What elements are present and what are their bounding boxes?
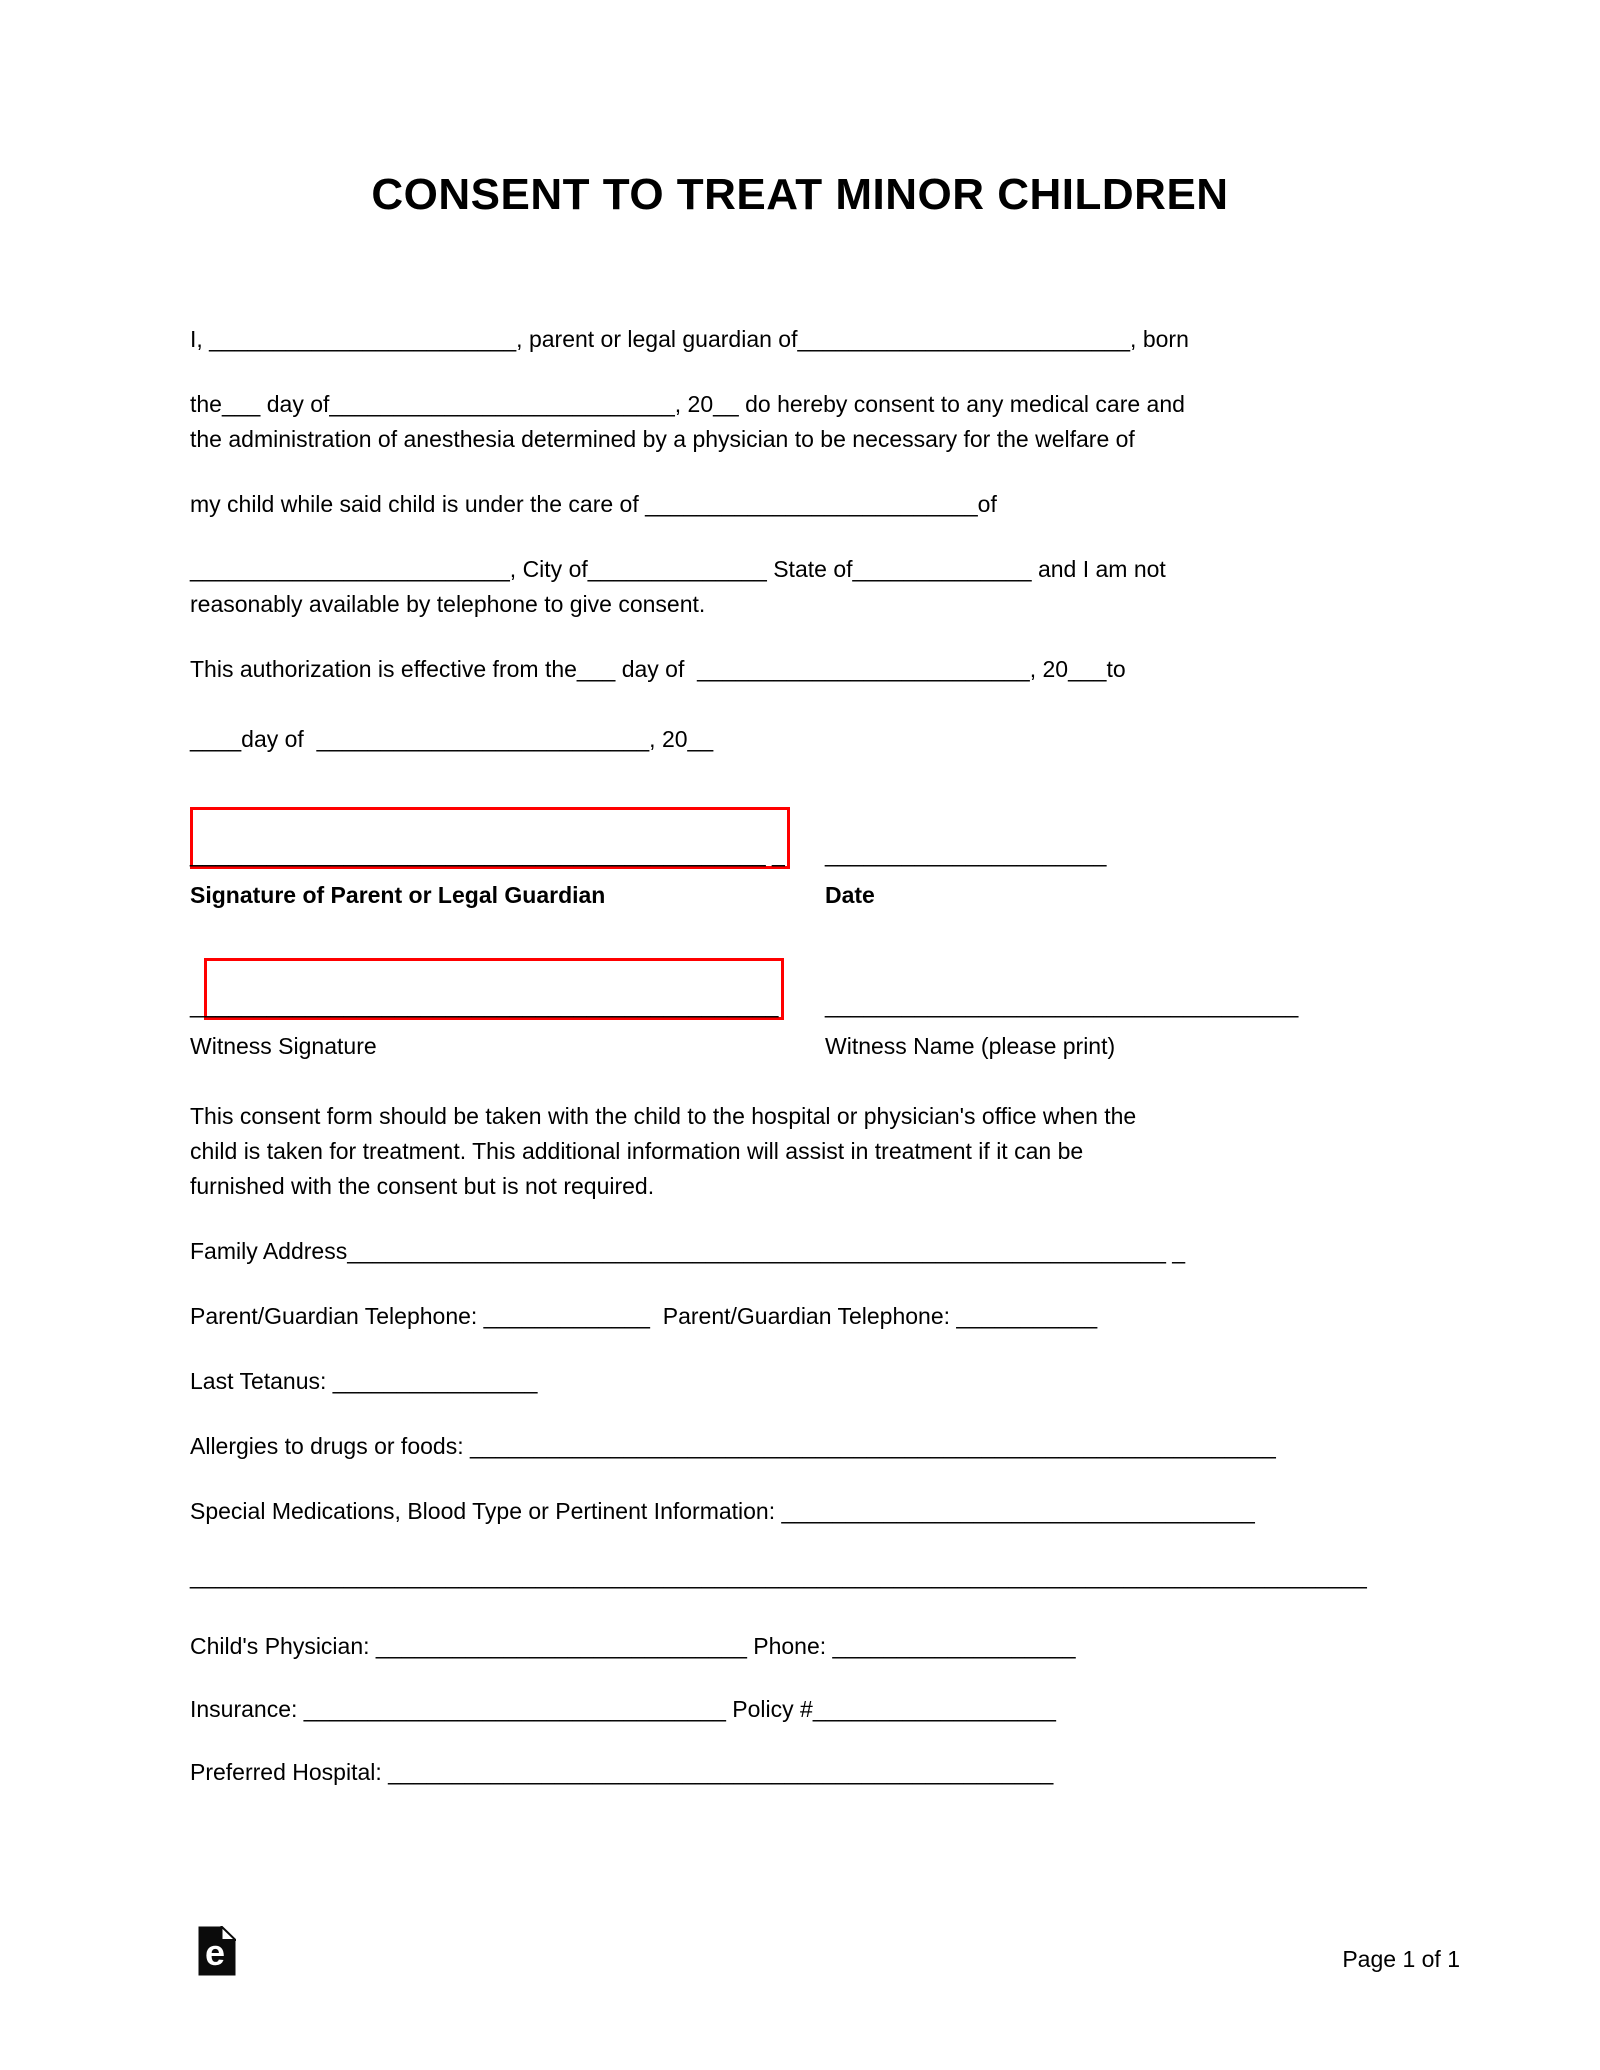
witness-name-label: Witness Name (please print) bbox=[825, 1033, 1116, 1059]
witness-signature-block bbox=[190, 958, 1410, 1064]
info-note-line-2: child is taken for treatment. This additional information will assist in treatment if it can be bbox=[190, 1138, 1084, 1164]
witness-name-column bbox=[825, 958, 1410, 1064]
date-label: Date bbox=[825, 882, 875, 908]
eforms-logo bbox=[198, 1926, 236, 1976]
form-content bbox=[190, 0, 1410, 1790]
witness-signature-line: ______________________________________________ bbox=[190, 992, 779, 1018]
special-medications-field: Special Medications, Blood Type or Pertinent Information: _____________________________________ bbox=[190, 1498, 1255, 1524]
parent-signature-label: Signature of Parent or Legal Guardian bbox=[190, 882, 606, 908]
date-column bbox=[825, 807, 1410, 913]
witness-signature-label: Witness Signature bbox=[190, 1033, 377, 1059]
continuation-line: ____________________________________________________________________________________________ bbox=[190, 1563, 1367, 1589]
witness-name-line: _____________________________________ bbox=[825, 992, 1299, 1018]
last-tetanus-field: Last Tetanus: ________________ bbox=[190, 1368, 538, 1394]
info-note-line-3: furnished with the consent but is not required. bbox=[190, 1173, 655, 1199]
effective-line: This authorization is effective from the___ day of __________________________, 20___to bbox=[190, 656, 1126, 682]
allergies-field: Allergies to drugs or foods: _______________________________________________________________ bbox=[190, 1433, 1276, 1459]
page-indicator: Page 1 of 1 bbox=[1342, 1946, 1460, 1972]
telephone-fields: Parent/Guardian Telephone: _____________ Parent/Guardian Telephone: ___________ bbox=[190, 1303, 1098, 1329]
info-note-line-1: This consent form should be taken with the child to the hospital or physician's office when the bbox=[190, 1103, 1137, 1129]
parent-signature-line: _____________________________________________ _ bbox=[190, 841, 785, 867]
logo-letter: e bbox=[205, 1932, 226, 1973]
consent-line-2: the administration of anesthesia determined by a physician to be necessary for the welfare of bbox=[190, 426, 1135, 452]
consent-line-1: the___ day of___________________________, 20__ do hereby consent to any medical care and bbox=[190, 391, 1185, 417]
until-line: ____day of __________________________, 20__ bbox=[190, 726, 714, 752]
physician-phone-fields: Child's Physician: _____________________________ Phone: ___________________ bbox=[190, 1633, 1076, 1659]
insurance-policy-fields: Insurance: _________________________________ Policy #___________________ bbox=[190, 1696, 1056, 1722]
spacer bbox=[825, 958, 1410, 988]
form-title: CONSENT TO TREAT MINOR CHILDREN bbox=[371, 170, 1229, 219]
document-icon bbox=[198, 1926, 236, 1976]
location-line-2: reasonably available by telephone to give consent. bbox=[190, 591, 706, 617]
spacer bbox=[825, 807, 1410, 837]
care-line: my child while said child is under the care of __________________________of bbox=[190, 491, 997, 517]
date-line: ______________________ bbox=[825, 841, 1107, 867]
family-address-field: Family Address________________________________________________________________ _ bbox=[190, 1238, 1186, 1264]
intro-line: I, ________________________, parent or legal guardian of__________________________, born bbox=[190, 326, 1189, 352]
witness-signature-column bbox=[190, 958, 825, 1064]
parent-signature-column bbox=[190, 807, 825, 913]
location-line-1: _________________________, City of______________ State of______________ and I am not bbox=[190, 556, 1166, 582]
parent-signature-block bbox=[190, 807, 1410, 913]
preferred-hospital-field: Preferred Hospital: ____________________________________________________ bbox=[190, 1759, 1054, 1785]
